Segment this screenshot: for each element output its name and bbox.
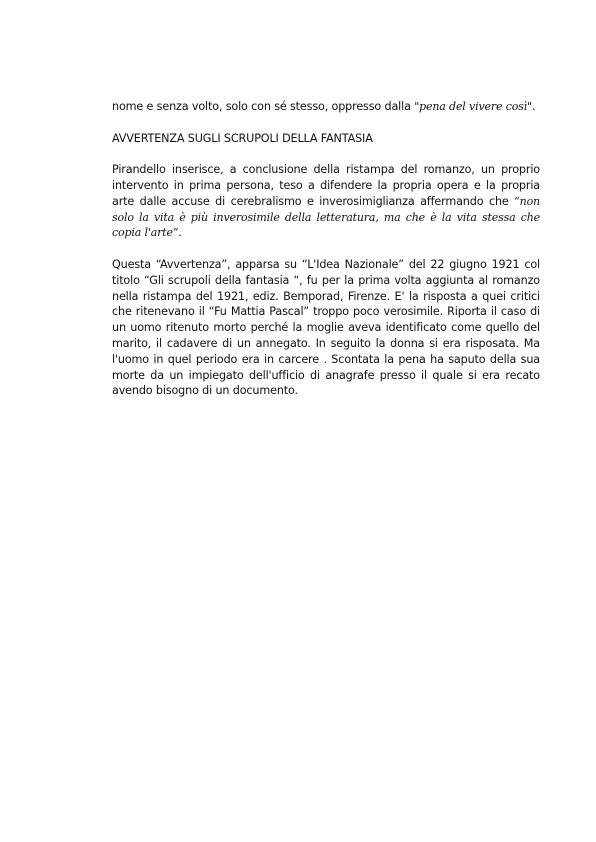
- paragraph-1-text: Pirandello inserisce, a conclusione della ristampa del romanzo, un proprio intervento in prima persona, teso a difendere la propria opera e la propria arte dalle accuse di cerebralismo e inverosimiglianza affermando che: [112, 163, 540, 208]
- paragraph-1-end: .: [178, 226, 182, 240]
- document-page: [112, 99, 540, 399]
- paragraph-1: [112, 162, 540, 241]
- intro-end: .: [531, 100, 536, 113]
- intro-paragraph: [112, 99, 540, 115]
- paragraph-1-quote: “non solo la vita è più inverosimile della letteratura, ma che è la vita stessa che copia l'arte”: [112, 194, 540, 240]
- intro-text: nome e senza volto, solo con sé stesso, oppresso dalla: [112, 100, 415, 113]
- paragraph-2: Questa “Avvertenza”, apparsa su “L'Idea Nazionale” del 22 giugno 1921 col titolo “Gli scrupoli della fantasia “, fu per la prima volta aggiunta al romanzo nella ristampa del 1921, ediz. Bemporad, Firenze. E' la risposta a quei critici che ritenevano il “Fu Mattia Pascal” troppo poco verosimile. Riporta il caso di un uomo ritenuto morto perché la moglie aveva identificato come quello del marito, il cadavere di un annegato. In seguito la donna si era risposata. Ma l'uomo in quel periodo era in carcere . Scontata la pena ha saputo della sua morte da un impiegato dell'ufficio di anagrafe presso il quale si era recato avendo bisogno di un documento.: [112, 257, 540, 398]
- intro-quote: "pena del vivere così": [414, 100, 532, 113]
- section-heading: AVVERTENZA SUGLI SCRUPOLI DELLA FANTASIA: [112, 131, 373, 145]
